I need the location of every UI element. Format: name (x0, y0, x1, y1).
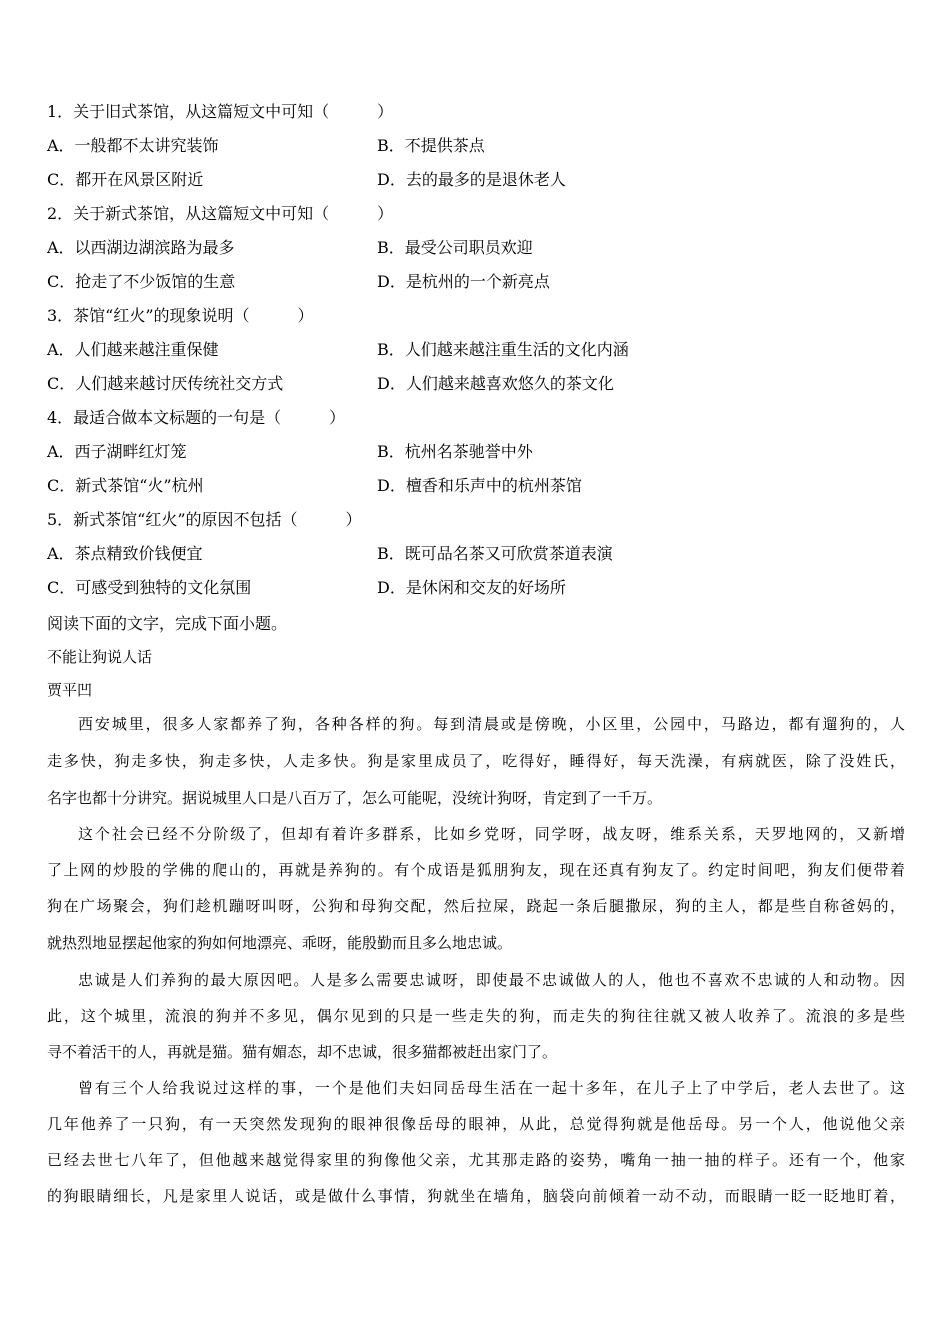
question-option: C．人们越来越讨厌传统社交方式 (47, 374, 284, 393)
question-option: B．既可品名茶又可欣赏茶道表演 (377, 544, 613, 563)
passage-line: 几年他养了一只狗，有一天突然发现狗的眼神很像岳母的眼神，从此，总觉得狗就是他岳母。另一个人，他说他父亲 (47, 1115, 905, 1133)
passage-author: 贾平凹 (47, 681, 93, 699)
question-stem: 4．最适合做本文标题的一句是（ ） (47, 408, 346, 427)
passage-line: 这个社会已经不分阶级了，但却有着许多群系，比如乡党呀，同学呀，战友呀，维系关系，天罗地网的，又新增 (78, 825, 905, 843)
question-option: A．一般都不太讲究装饰 (47, 136, 219, 155)
passage-line: 走多快，狗走多快，狗走多快，人走多快。狗是家里成员了，吃得好，睡得好，每天洗澡，有病就医，除了没姓氏， (47, 752, 905, 770)
passage-line: 此，这个城里，流浪的狗并不多见，偶尔见到的只是一些走失的狗，而走失的狗往往就又被人收养了。流浪的多是些 (47, 1007, 905, 1025)
question-option: B．不提供茶点 (377, 136, 485, 155)
question-option: C．可感受到独特的文化氛围 (47, 578, 252, 597)
question-stem: 1．关于旧式茶馆，从这篇短文中可知（ ） (47, 102, 394, 121)
question-option: D．是杭州的一个新亮点 (377, 272, 550, 291)
passage-line: 寻不着活干的人，再就是猫。猫有媚态，却不忠诚，很多猫都被赶出家门了。 (47, 1043, 558, 1061)
passage-line: 曾有三个人给我说过这样的事，一个是他们夫妇同岳母生活在一起十多年，在儿子上了中学后，老人去世了。这 (78, 1079, 905, 1097)
question-option: D．去的最多的是退休老人 (377, 170, 566, 189)
question-stem: 5．新式茶馆“红火”的原因不包括（ ） (47, 510, 362, 529)
question-option: B．最受公司职员欢迎 (377, 238, 533, 257)
question-option: C．抢走了不少饭馆的生意 (47, 272, 236, 291)
question-option: B．杭州名茶驰誉中外 (377, 442, 533, 461)
question-stem: 3．茶馆“红火”的现象说明（ ） (47, 306, 314, 325)
question-stem: 2．关于新式茶馆，从这篇短文中可知（ ） (47, 204, 394, 223)
question-option: D．人们越来越喜欢悠久的茶文化 (377, 374, 614, 393)
passage-line: 就热烈地显摆起他家的狗如何地漂亮、乖呀，能殷勤而且多么地忠诚。 (47, 934, 513, 952)
question-option: C．新式茶馆“火”杭州 (47, 476, 204, 495)
question-option: B．人们越来越注重生活的文化内涵 (377, 340, 629, 359)
passage-line: 已经去世七八年了，但他越来越觉得家里的狗像他父亲，尤其那走路的姿势，嘴角一抽一抽的样子。还有一个，他家 (47, 1151, 905, 1169)
question-option: A．人们越来越注重保健 (47, 340, 219, 359)
passage-line: 忠诚是人们养狗的最大原因吧。人是多么需要忠诚呀，即使最不忠诚做人的人，他也不喜欢不忠诚的人和动物。因 (78, 971, 905, 989)
passage-title: 不能让狗说人话 (47, 648, 153, 666)
question-option: A．西子湖畔红灯笼 (47, 442, 187, 461)
passage-line: 名字也都十分讲究。据说城里人口是八百万了，怎么可能呢，没统计狗呀，肯定到了一千万。 (47, 789, 663, 807)
passage-line: 狗在广场聚会，狗们趁机蹦呀叫呀，公狗和母狗交配，然后拉屎，跷起一条后腿撒尿，狗的主人，都是些自称爸妈的， (47, 897, 905, 915)
question-option: A．茶点精致价钱便宜 (47, 544, 203, 563)
question-option: D．是休闲和交友的好场所 (377, 578, 566, 597)
passage-line: 西安城里，很多人家都养了狗，各种各样的狗。每到清晨或是傍晚，小区里，公园中，马路边，都有遛狗的，人 (78, 715, 905, 733)
passage-line: 的狗眼睛细长，凡是家里人说话，或是做什么事情，狗就坐在墙角，脑袋向前倾着一动不动，而眼睛一眨一眨地盯着， (47, 1187, 905, 1205)
question-option: D．檀香和乐声中的杭州茶馆 (377, 476, 582, 495)
question-option: A．以西湖边湖滨路为最多 (47, 238, 235, 257)
instruction: 阅读下面的文字，完成下面小题。 (47, 614, 288, 633)
question-option: C．都开在风景区附近 (47, 170, 204, 189)
passage-line: 了上网的炒股的学佛的爬山的，再就是养狗的。有个成语是狐朋狗友，现在还真有狗友了。约定时间吧，狗友们便带着 (47, 861, 905, 879)
